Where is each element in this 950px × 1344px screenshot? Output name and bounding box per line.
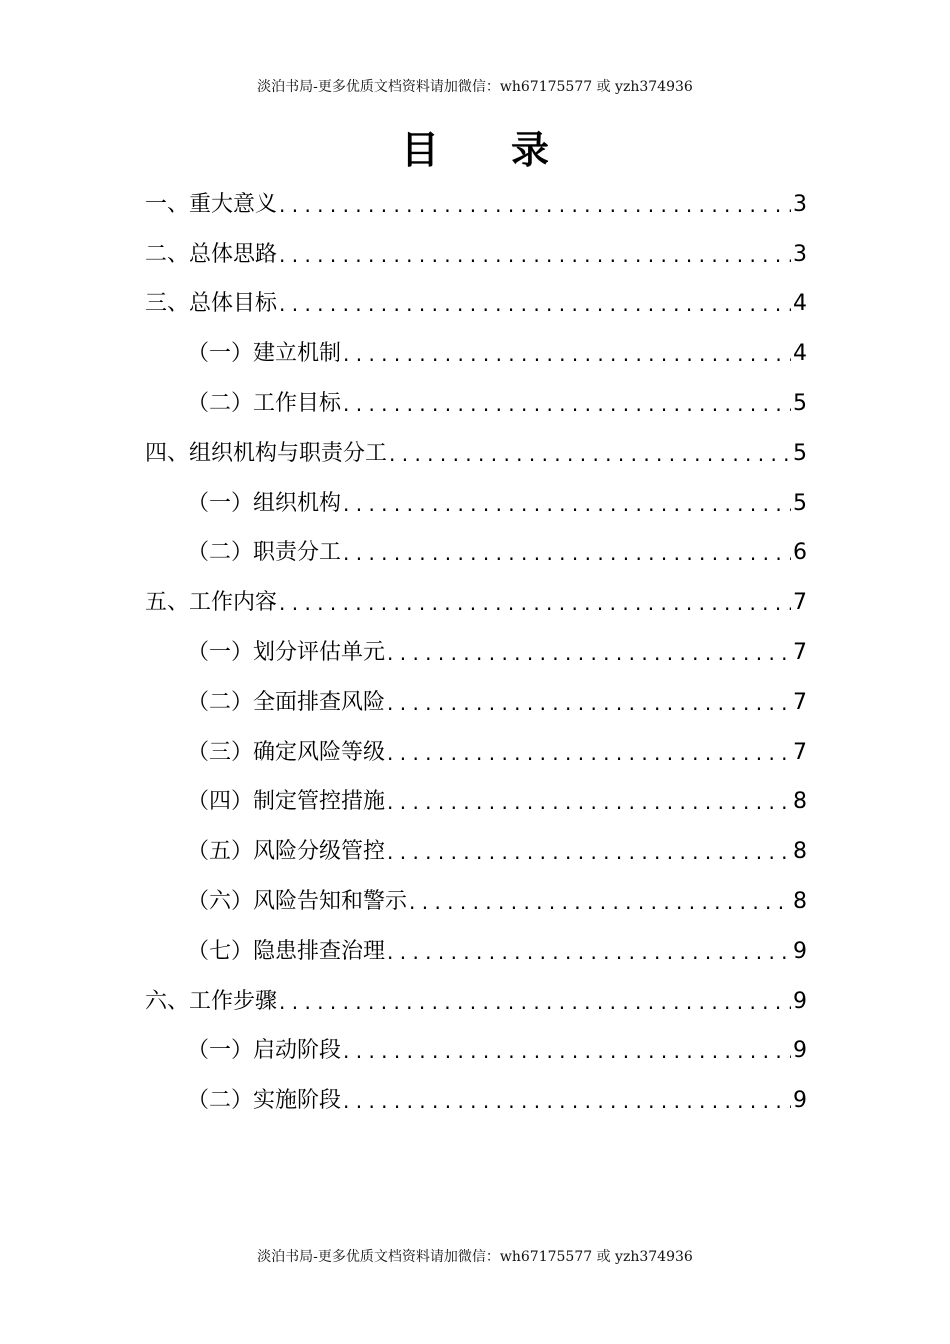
toc-dot-leader [387, 937, 791, 967]
toc-entry-label: 二、总体思路 [145, 241, 278, 267]
toc-dot-leader [343, 489, 791, 519]
toc-dot-leader [409, 887, 791, 917]
toc-entry-label: （三）确定风险等级 [187, 739, 386, 765]
toc-dot-leader [279, 588, 791, 618]
page-header-note: 淡泊书局-更多优质文档资料请加微信：wh67175577 或 yzh374936 [257, 79, 693, 95]
toc-subentry[interactable] [145, 728, 807, 778]
toc-entry-page: 9 [793, 1038, 807, 1064]
toc-title [0, 122, 950, 178]
toc-dot-leader [343, 339, 791, 369]
toc-entry-page: 6 [793, 540, 807, 566]
toc-entry-page: 7 [793, 689, 807, 715]
toc-entry-label: （一）划分评估单元 [187, 640, 386, 666]
toc-entry-page: 8 [793, 889, 807, 915]
toc-dot-leader [343, 538, 791, 568]
toc-entry-page: 7 [793, 590, 807, 616]
toc-entry-label: 一、重大意义 [145, 191, 278, 217]
toc-entry[interactable] [145, 280, 807, 330]
toc-entry-label: （七）隐患排查治理 [187, 938, 386, 964]
toc-entry-page: 5 [793, 391, 807, 417]
toc-entry-label: 五、工作内容 [145, 590, 278, 616]
toc-entry-label: （四）制定管控措施 [187, 789, 386, 815]
toc-entry-label: （一）启动阶段 [187, 1038, 342, 1064]
toc-subentry[interactable] [145, 778, 807, 828]
toc-entry-label: （一）组织机构 [187, 490, 342, 516]
toc-entry-label: （二）实施阶段 [187, 1088, 342, 1114]
toc-entry-page: 9 [793, 1088, 807, 1114]
toc-entry-page: 7 [793, 640, 807, 666]
toc-list [145, 180, 807, 1126]
toc-subentry[interactable] [145, 529, 807, 579]
toc-dot-leader [389, 439, 791, 469]
toc-dot-leader [343, 1036, 791, 1066]
toc-entry[interactable] [145, 180, 807, 230]
toc-title-right: 录 [511, 128, 550, 172]
toc-subentry[interactable] [145, 877, 807, 927]
toc-entry-page: 7 [793, 739, 807, 765]
toc-dot-leader [387, 787, 791, 817]
toc-dot-leader [387, 688, 791, 718]
toc-dot-leader [279, 240, 791, 270]
toc-dot-leader [343, 389, 791, 419]
toc-dot-leader [387, 638, 791, 668]
toc-entry-page: 5 [793, 440, 807, 466]
toc-entry[interactable] [145, 429, 807, 479]
toc-dot-leader [279, 289, 791, 319]
toc-entry-label: （六）风险告知和警示 [187, 889, 408, 915]
toc-subentry[interactable] [145, 678, 807, 728]
toc-subentry[interactable] [145, 1027, 807, 1077]
toc-entry-label: （一）建立机制 [187, 341, 342, 367]
toc-entry-page: 5 [793, 490, 807, 516]
toc-dot-leader [387, 738, 791, 768]
toc-subentry[interactable] [145, 1076, 807, 1126]
toc-entry-label: 三、总体目标 [145, 291, 278, 317]
toc-entry-page: 8 [793, 839, 807, 865]
page-footer-note: 淡泊书局-更多优质文档资料请加微信：wh67175577 或 yzh374936 [257, 1249, 693, 1265]
toc-dot-leader [279, 190, 791, 220]
toc-subentry[interactable] [145, 927, 807, 977]
toc-subentry[interactable] [145, 329, 807, 379]
toc-dot-leader [343, 1086, 791, 1116]
toc-subentry[interactable] [145, 628, 807, 678]
toc-entry[interactable] [145, 977, 807, 1027]
toc-dot-leader [387, 837, 791, 867]
toc-subentry[interactable] [145, 479, 807, 529]
toc-entry-label: （二）职责分工 [187, 540, 342, 566]
toc-entry-page: 4 [793, 341, 807, 367]
toc-entry[interactable] [145, 230, 807, 280]
toc-entry-page: 4 [793, 291, 807, 317]
toc-entry-label: 四、组织机构与职责分工 [145, 440, 388, 466]
toc-entry[interactable] [145, 578, 807, 628]
toc-subentry[interactable] [145, 379, 807, 429]
toc-entry-page: 8 [793, 789, 807, 815]
toc-entry-label: （二）工作目标 [187, 391, 342, 417]
toc-subentry[interactable] [145, 827, 807, 877]
toc-entry-page: 9 [793, 938, 807, 964]
toc-entry-label: 六、工作步骤 [145, 988, 278, 1014]
toc-entry-label: （五）风险分级管控 [187, 839, 386, 865]
toc-entry-page: 9 [793, 988, 807, 1014]
toc-entry-page: 3 [793, 241, 807, 267]
toc-title-left: 目 [400, 128, 439, 172]
toc-dot-leader [279, 987, 791, 1017]
toc-entry-label: （二）全面排查风险 [187, 689, 386, 715]
toc-entry-page: 3 [793, 191, 807, 217]
